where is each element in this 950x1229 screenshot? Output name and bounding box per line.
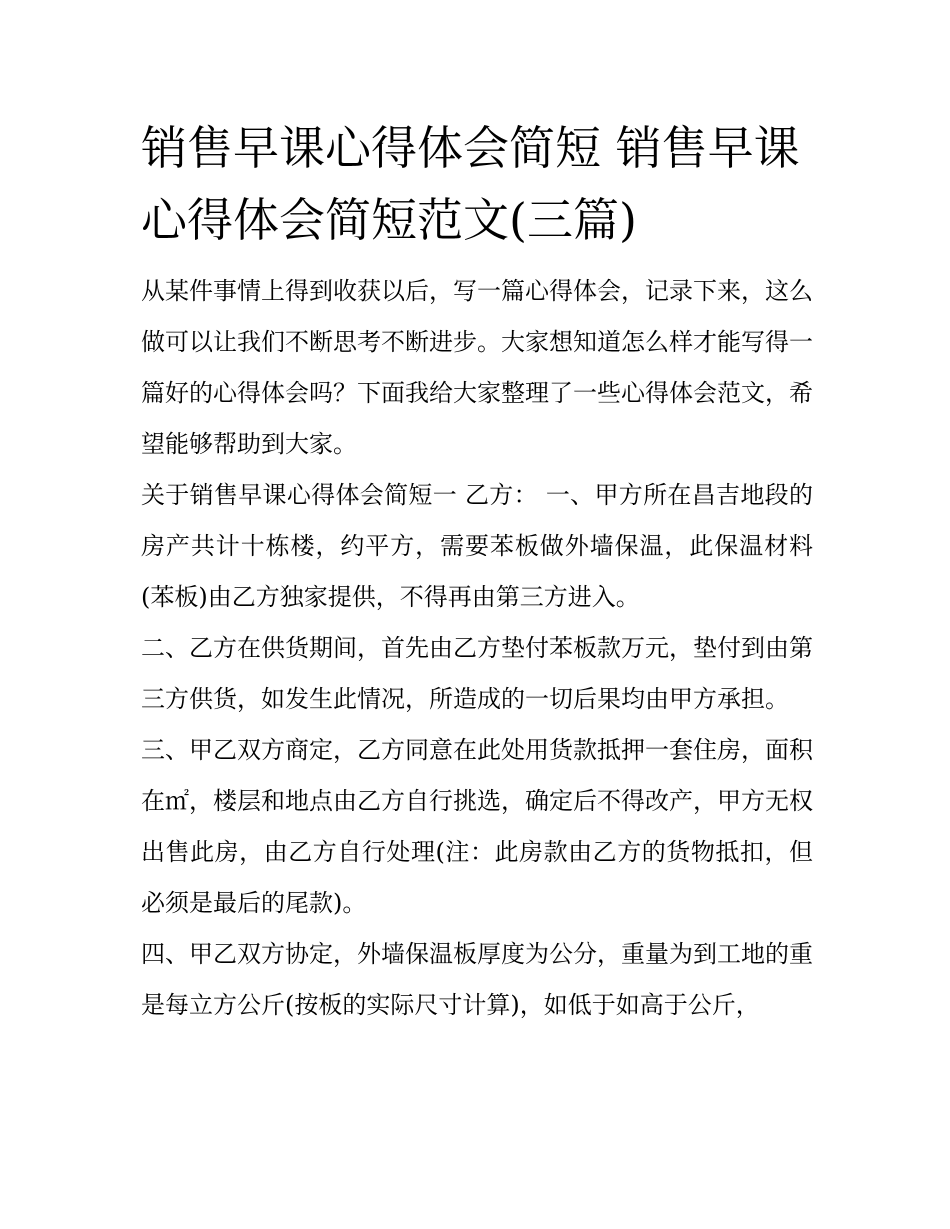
paragraph-section-one: 关于销售早课心得体会简短一 乙方： 一、甲方所在昌吉地段的房产共计十栋楼，约平方，需要苯板做外墙保温，此保温材料(苯板)由乙方独家提供，不得再由第三方进入。	[141, 481, 813, 611]
document-title: 销售早课心得体会简短 销售早课心得体会简短范文(三篇)	[141, 121, 800, 247]
paragraph-clause-three: 三、甲乙双方商定，乙方同意在此处用货款抵押一套住房，面积在㎡，楼层和地点由乙方自行挑选，确定后不得改产，甲方无权出售此房，由乙方自行处理(注：此房款由乙方的货物抵扣，但必须是最后的尾款)。	[141, 736, 813, 917]
document-body	[141, 112, 813, 1031]
paragraph-clause-four: 四、甲乙双方协定，外墙保温板厚度为公分，重量为到工地的重是每立方公斤(按板的实际尺寸计算)，如低于如高于公斤，	[141, 940, 813, 1019]
paragraph-clause-two: 二、乙方在供货期间，首先由乙方垫付苯板款万元，垫付到由第三方供货，如发生此情况，所造成的一切后果均由甲方承担。	[141, 634, 813, 713]
paragraph-intro: 从某件事情上得到收获以后，写一篇心得体会，记录下来，这么做可以让我们不断思考不断进步。大家想知道怎么样才能写得一篇好的心得体会吗？下面我给大家整理了一些心得体会范文，希望能够帮助到大家。	[141, 277, 813, 458]
